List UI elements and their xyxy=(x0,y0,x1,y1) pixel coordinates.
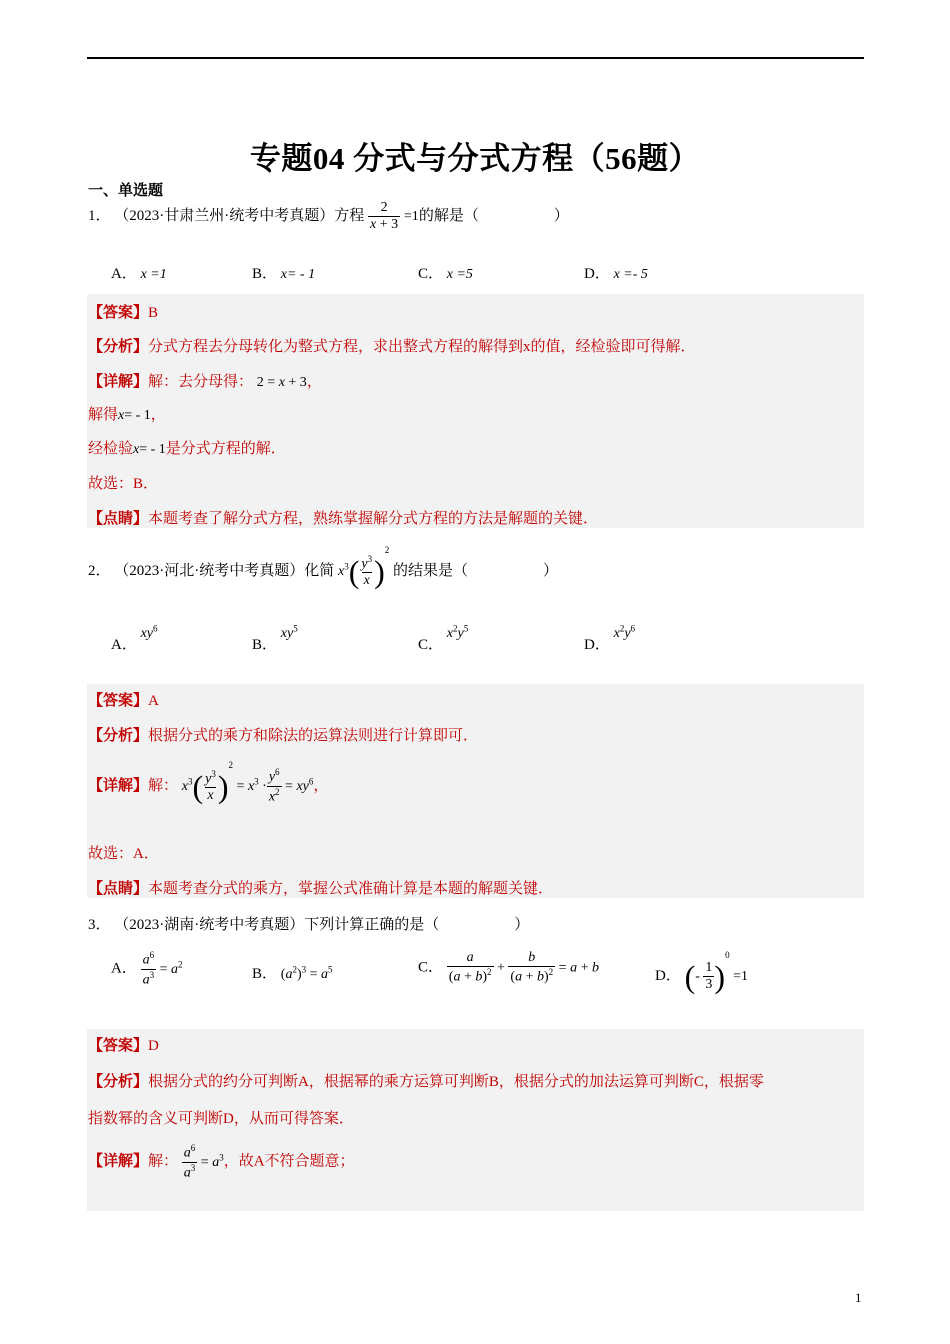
question-number: 1． xyxy=(88,208,111,225)
question-source: （2023·湖南·统考中考真题） xyxy=(114,917,305,933)
question-stem: 化简 xyxy=(304,563,335,579)
answer-line: 【答案】D xyxy=(88,1038,159,1054)
analysis-line: 【分析】分式方程去分母转化为整式方程，求出整式方程的解得到x的值，经检验即可得解． xyxy=(88,339,696,355)
option-b[interactable]: B． x= - 1 xyxy=(252,266,316,282)
choose-line: 故选：B． xyxy=(88,476,159,492)
section-heading: 一、单选题 xyxy=(88,183,164,199)
option-c[interactable]: C． x =5 xyxy=(418,266,473,282)
question-source: （2023·河北·统考中考真题） xyxy=(114,563,305,579)
question-2: 2． （2023·河北·统考中考真题）化简 $x^3$( $\frac{y^3}{x}$ )$^2$ 的结果是（ ） xyxy=(88,545,559,590)
question-1: 1． （2023·甘肃兰州·统考中考真题）方程 $\frac{2}{x + 3}$ =1的解是（ ） xyxy=(88,200,569,233)
comment-line: 【点睛】本题考查了解分式方程，熟练掌握解分式方程的方法是解题的关键． xyxy=(88,511,599,527)
question-3 xyxy=(88,913,529,934)
analysis-line: 【分析】根据分式的乘方和除法的运算法则进行计算即可． xyxy=(88,728,479,744)
comment-line: 【点睛】本题考查分式的乘方，掌握公式准确计算是本题的解题关键． xyxy=(88,881,554,897)
detail-line: 【详解】解：去分母得： 2 = x + 3， xyxy=(88,374,322,390)
header-rule xyxy=(87,57,864,59)
equation-fraction: $\frac{2}{x + 3}$ xyxy=(370,200,399,233)
check-line: 经检验x= - 1是分式方程的解． xyxy=(88,441,286,457)
option-a[interactable]: A． $xy^6$ xyxy=(111,623,158,653)
analysis-line: 【分析】根据分式的约分可判断A，根据幂的乘方运算可判断B，根据分式的加法运算可判断C，根据零 xyxy=(88,1074,764,1090)
answer-line: 【答案】A xyxy=(88,693,159,709)
answer-block-1 xyxy=(87,294,864,528)
question-stem-tail: 的解是（ ） xyxy=(418,208,569,225)
question-source: （2023·甘肃兰州·统考中考真题） xyxy=(114,208,335,225)
analysis-line-2: 指数幂的含义可判断D，从而可得答案． xyxy=(88,1111,354,1127)
choose-line: 故选：A． xyxy=(88,846,159,862)
answer-block-3 xyxy=(87,1029,864,1211)
page-title: 专题04 分式与分式方程（56题） xyxy=(249,141,701,176)
question-stem: 方程 xyxy=(334,208,365,225)
solve-line: 解得x= - 1， xyxy=(88,407,166,423)
option-d[interactable]: D． $x^2y^6$ xyxy=(584,623,636,653)
option-c[interactable]: C． $x^2y^5$ xyxy=(418,623,469,653)
question-stem-tail: 的结果是（ ） xyxy=(393,563,559,579)
detail-line: 【详解】解： $x^3$( $\frac{y^3}{x}$ )$^2 = x^3$ · $\frac{y^6}{x^2}$ = $xy^6$， xyxy=(88,760,329,805)
option-c[interactable]: C． $\frac{a}{(a + b)^2}$ + $\frac{b}{(a + b)^2}$ = a + b xyxy=(418,950,599,985)
question-number: 3． xyxy=(88,917,111,933)
answer-line: 【答案】B xyxy=(88,305,159,321)
option-d[interactable]: D． x =- 5 xyxy=(584,266,648,282)
option-b[interactable]: B． $(a^2)^3 = a^5$ xyxy=(252,964,333,982)
option-a[interactable]: A． x =1 xyxy=(111,266,167,282)
detail-line: 【详解】解： $\frac{a^6}{a^3}$ = $a^3$，故A不符合题意； xyxy=(88,1143,355,1181)
question-number: 2． xyxy=(88,563,111,579)
question-stem: 下列计算正确的是（ ） xyxy=(304,917,530,933)
page-number: 1 xyxy=(855,1290,862,1305)
option-b[interactable]: B． $xy^5$ xyxy=(252,623,298,653)
option-d[interactable]: D． (- $\frac{1}{3}$ )$^0$ =1 xyxy=(655,950,748,995)
option-a[interactable]: A． $\frac{a^6}{a^3}$ = $a^2$ xyxy=(111,950,183,988)
answer-block-2 xyxy=(87,684,864,898)
